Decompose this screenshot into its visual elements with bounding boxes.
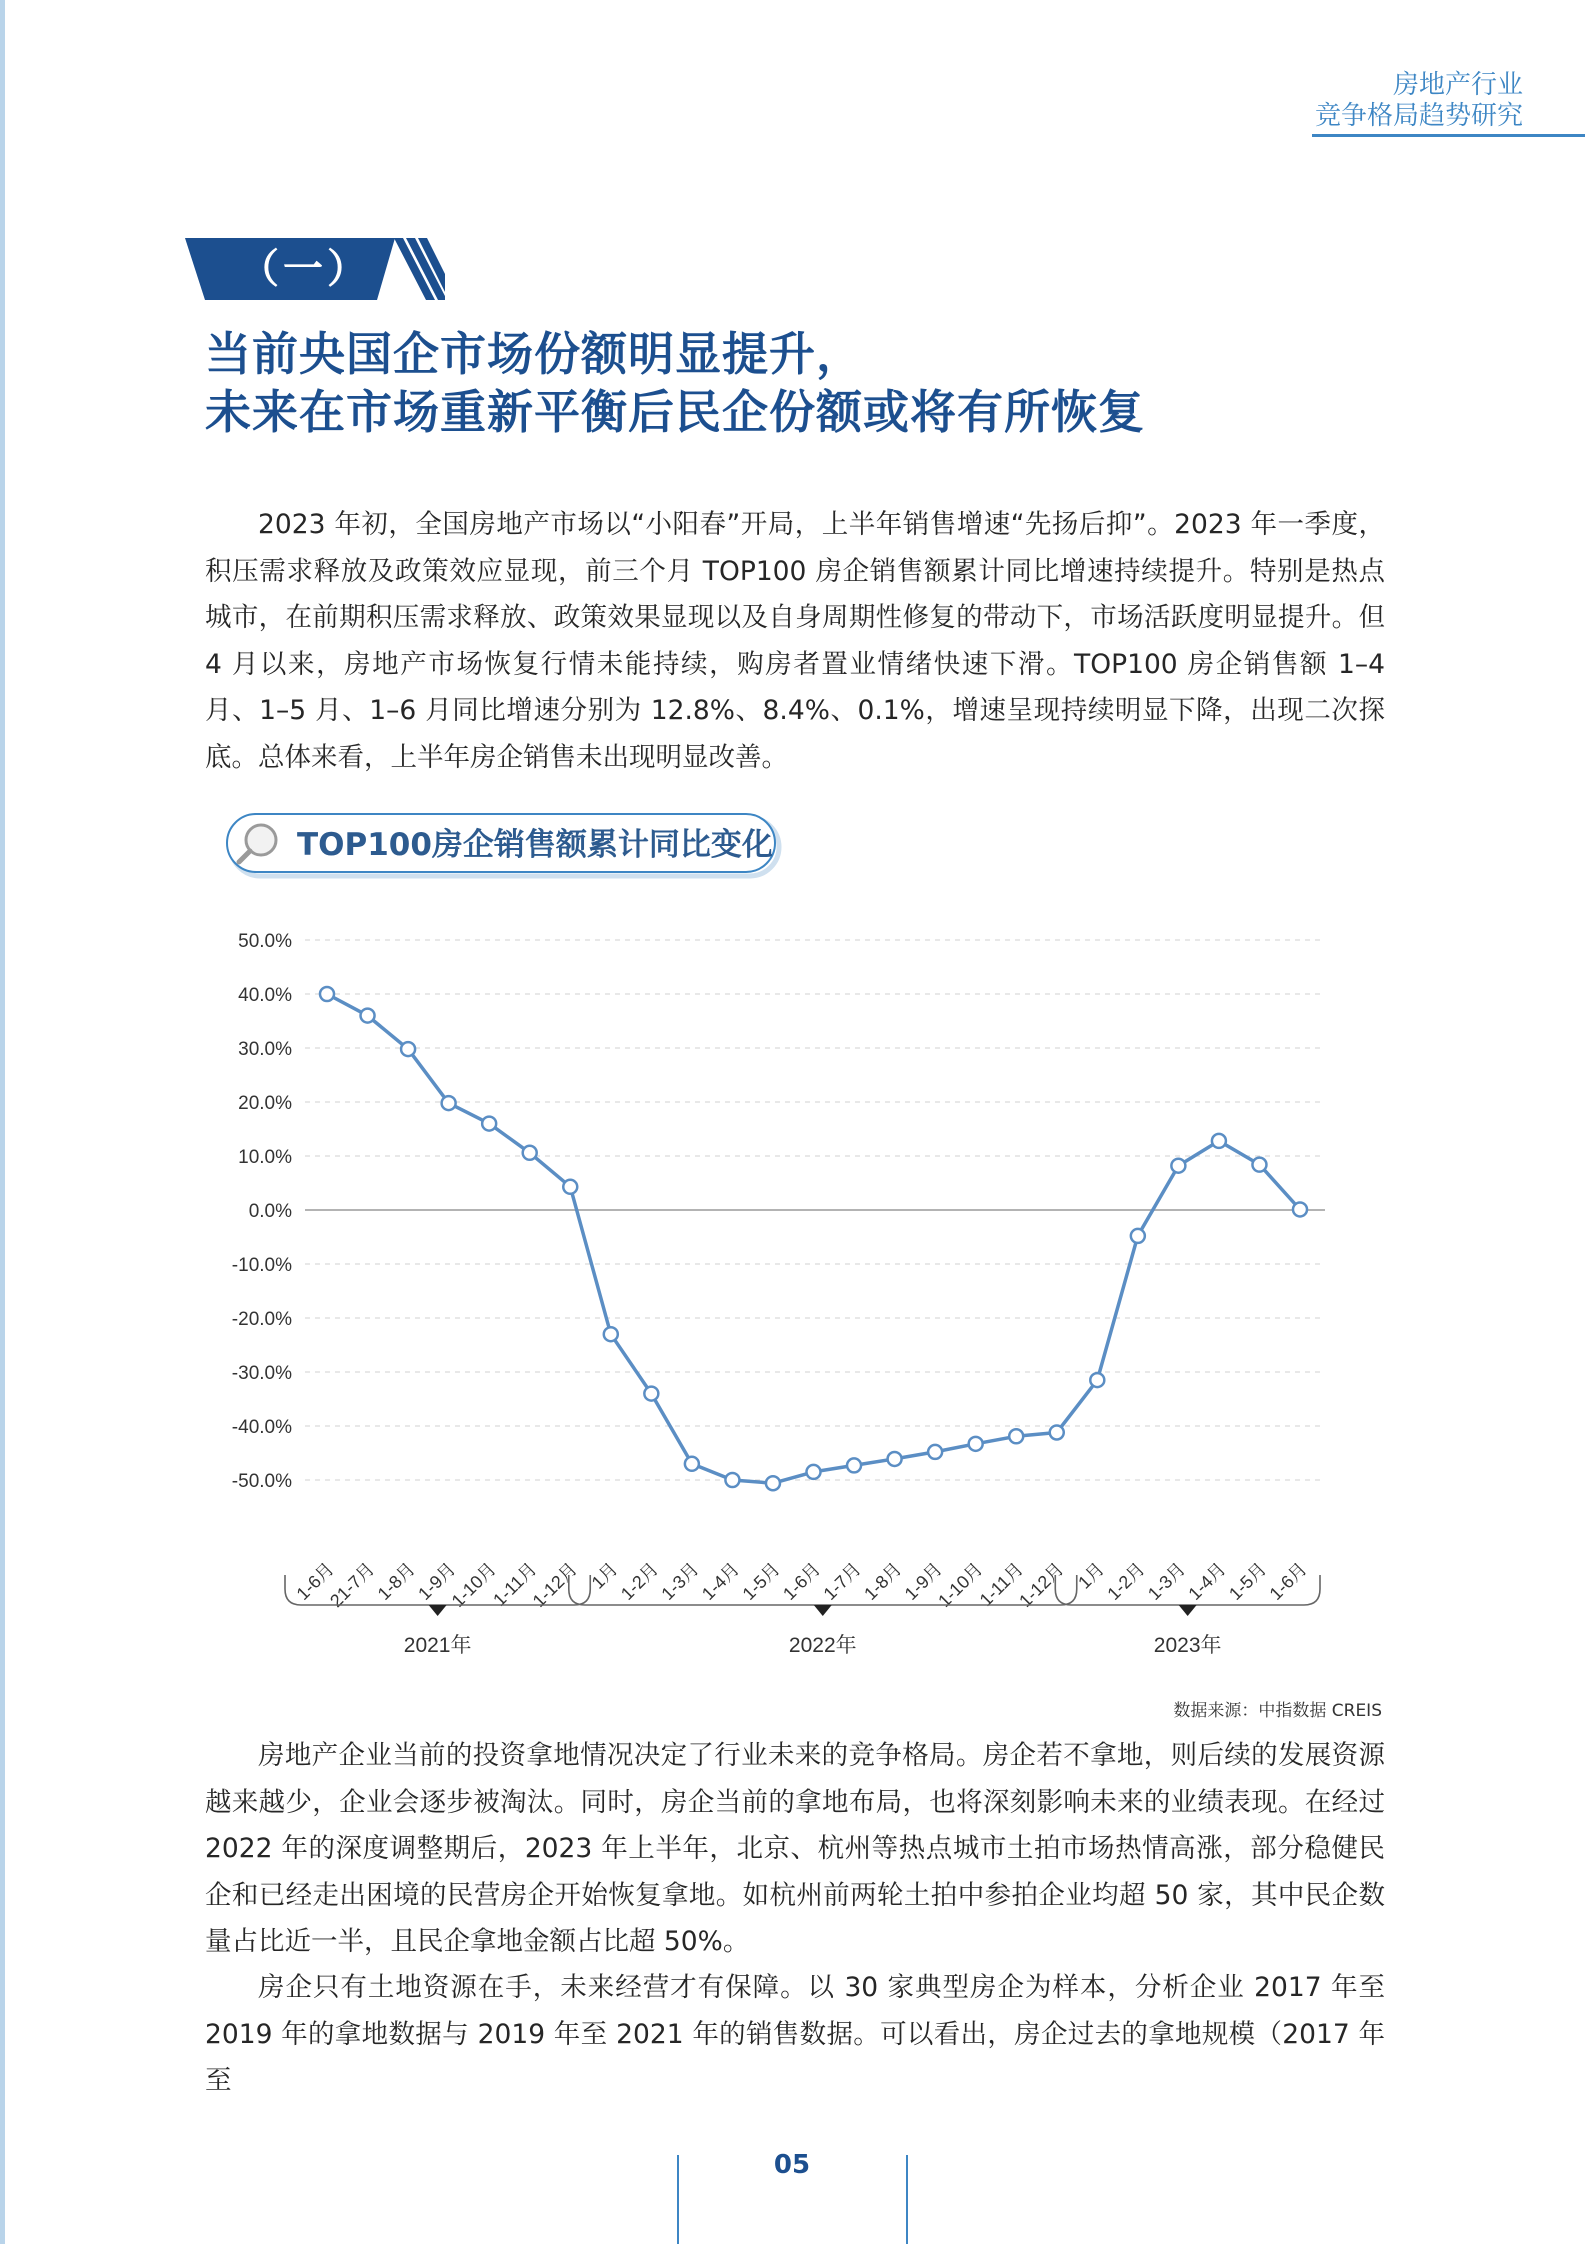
data-point [604,1327,618,1341]
group-label: 2023年 [1153,1634,1222,1657]
data-point [1293,1202,1307,1216]
chart-title: TOP100房企销售额累计同比变化 [297,827,773,863]
group-label: 2022年 [788,1634,857,1657]
data-point [928,1445,942,1459]
magnifier-icon [233,816,293,876]
group-label: 2021年 [403,1634,472,1657]
paragraph-3 [205,1965,1385,2105]
x-tick-label: 1月 [587,1558,622,1593]
data-point [320,987,334,1001]
y-tick-label: 50.0% [238,931,292,952]
data-point [563,1180,577,1194]
section-title [205,325,1145,441]
data-point [1212,1134,1226,1148]
y-tick-label: -50.0% [231,1471,292,1492]
x-tick-label: 1-12月 [1015,1558,1068,1612]
data-point [1171,1159,1185,1173]
x-tick-label: 1-4月 [697,1558,744,1604]
x-tick-label: 1-2月 [616,1558,663,1604]
y-tick-label: -40.0% [231,1417,292,1438]
data-point [1252,1158,1266,1172]
x-tick-label: 1-9月 [414,1558,460,1604]
x-tick-label: 1-3月 [1143,1558,1190,1604]
data-point [766,1476,780,1490]
series-line [327,994,1300,1483]
x-tick-label: 1-11月 [489,1558,541,1611]
x-tick-label: 1-12月 [528,1558,582,1612]
data-point [1050,1425,1064,1439]
x-tick-label: 1-8月 [860,1558,906,1604]
data-source: 数据来源：中指数据 CREIS [1173,1701,1382,1721]
x-tick-label: 1月 [1074,1558,1109,1593]
data-point [807,1465,821,1479]
data-point [523,1146,537,1160]
data-point [888,1452,902,1466]
data-point [1131,1229,1145,1243]
line-chart [200,900,1380,1680]
data-point [969,1437,983,1451]
data-point [401,1042,415,1056]
x-tick-label: 1-6月 [779,1558,825,1604]
data-point [725,1473,739,1487]
data-point [1009,1429,1023,1443]
y-tick-label: 40.0% [238,985,292,1006]
x-tick-label: 1-3月 [657,1558,703,1604]
data-point [847,1458,861,1472]
y-tick-label: -30.0% [231,1363,292,1384]
y-tick-label: 10.0% [238,1147,292,1168]
section-number: （一） [239,246,371,292]
section-title-line-1: 当前央国企市场份额明显提升， [205,327,863,381]
x-tick-label: 1-8月 [373,1558,419,1604]
y-tick-label: -10.0% [231,1255,292,1276]
header-line-2: 竞争格局趋势研究 [1314,101,1523,131]
section-title-line-2: 未来在市场重新平衡后民企份额或将有所恢复 [205,385,1145,439]
paragraph-1 [205,502,1385,781]
x-tick-label: 1-2月 [1103,1558,1149,1604]
paragraph-2 [205,1733,1385,1966]
x-tick-label: 1-5月 [738,1558,784,1604]
data-point [644,1387,658,1401]
data-point [482,1117,496,1131]
x-tick-label: 1-5月 [1225,1558,1271,1604]
group-pointer [429,1605,447,1616]
x-tick-label: 1-6月 [1265,1558,1311,1604]
group-pointer [1179,1605,1197,1616]
y-tick-label: 30.0% [238,1039,292,1060]
group-pointer [814,1605,832,1616]
y-tick-label: 20.0% [238,1093,292,1114]
data-point [1090,1373,1104,1387]
x-tick-label: 1-10月 [447,1558,500,1612]
footer-rule-left [677,2155,679,2244]
left-edge-rule [0,0,5,2244]
paragraph-text: 房企只有土地资源在手，未来经营才有保障。以 30 家典型房企为样本，分析企业 2017 年至 2019 年的拿地数据与 2019 年至 2021 年的销售数据。可以看出，房企过去的拿地规模（2017 年至 [205,1972,1385,2096]
x-tick-label: 21-7月 [326,1558,379,1612]
data-point [361,1009,375,1023]
running-header [1315,70,1523,132]
header-rule [1312,134,1585,137]
page-number: 05 [773,2150,811,2180]
data-point [442,1096,456,1110]
x-tick-label: 1-10月 [934,1558,987,1612]
footer-rule-right [906,2155,908,2244]
paragraph-text: 房地产企业当前的投资拿地情况决定了行业未来的竞争格局。房企若不拿地，则后续的发展资源越来越少，企业会逐步被淘汰。同时，房企当前的拿地布局，也将深刻影响未来的业绩表现。在经过 2022 年的深度调整期后，2023 年上半年，北京、杭州等热点城市土拍市场热情高涨，部分稳健民企和已经走出困境的民营房企开始恢复拿地。如杭州前两轮土拍中参拍企业均超 50 家，其中民企数量占比近一半，且民企拿地金额占比超 50%。 [205,1740,1385,1957]
header-line-1: 房地产行业 [1392,70,1523,100]
y-tick-label: -20.0% [231,1309,292,1330]
data-point [685,1457,699,1471]
x-tick-label: 1-4月 [1184,1558,1230,1604]
x-tick-label: 1-11月 [975,1558,1028,1611]
x-tick-label: 1-6月 [292,1558,338,1604]
x-tick-label: 1-9月 [900,1558,946,1604]
y-tick-label: 0.0% [248,1201,292,1222]
x-tick-label: 1-7月 [819,1558,865,1604]
paragraph-text: 2023 年初，全国房地产市场以“小阳春”开局，上半年销售增速“先扬后抑”。2023 年一季度，积压需求释放及政策效应显现，前三个月 TOP100 房企销售额累计同比增速持续提升。特别是热点城市，在前期积压需求释放、政策效果显现以及自身周期性修复的带动下，市场活跃度明显提升。但 4 月以来，房地产市场恢复行情未能持续，购房者置业情绪快速下滑。TOP100 房企销售额 1–4 月、1–5 月、1–6 月同比增速分别为 12.8%、8.4%、0.1%，增速呈现持续明显下降，出现二次探底。总体来看，上半年房企销售未出现明显改善。 [205,509,1385,773]
